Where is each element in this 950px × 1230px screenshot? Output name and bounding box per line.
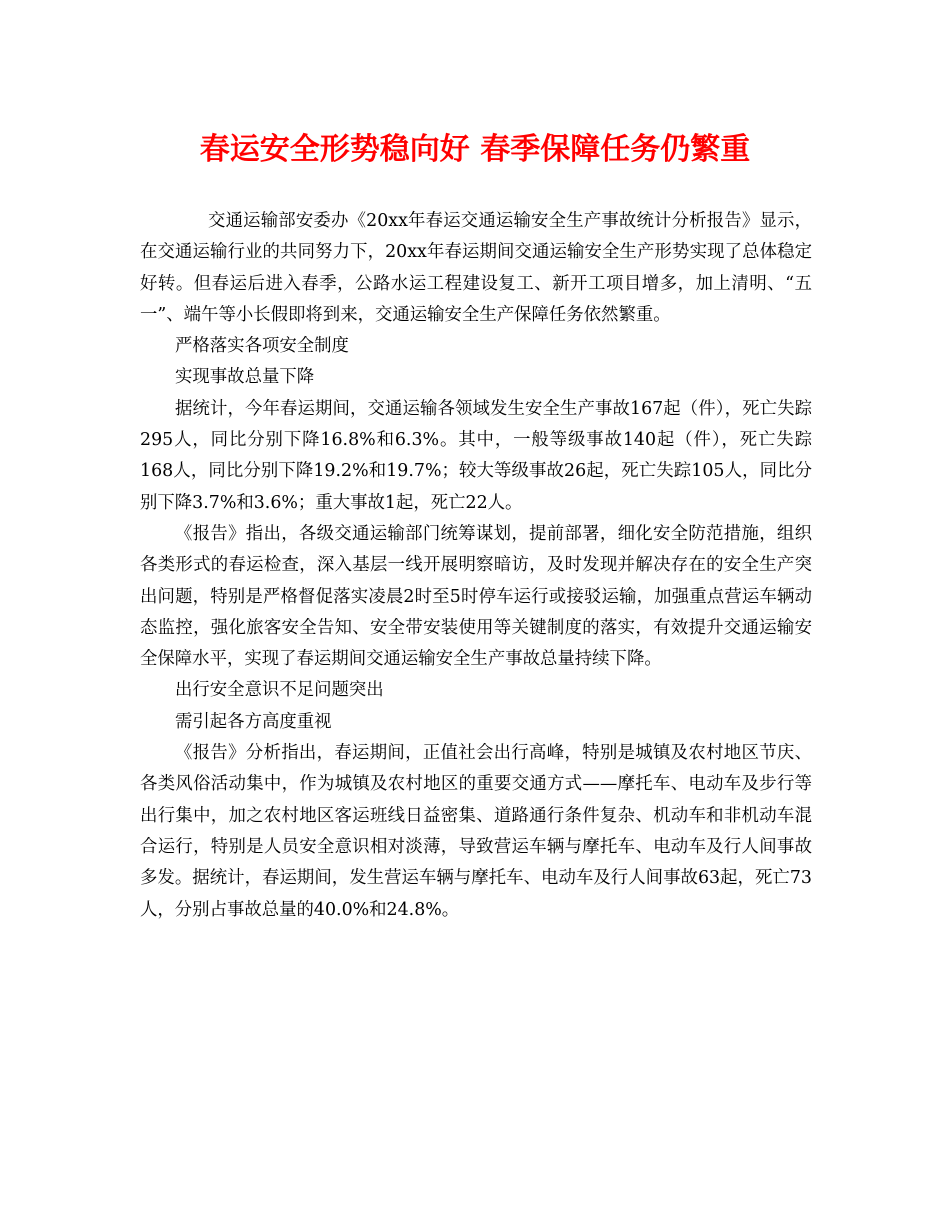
intro-paragraph: 交通运输部安委办《20xx年春运交通运输安全生产事故统计分析报告》显示，在交通运输行业的共同努力下，20xx年春运期间交通运输安全生产形势实现了总体稳定好转。但春运后进入春季，公路水运工程建设复工、新开工项目增多，加上清明、“五一”、端午等小长假即将到来，交通运输安全生产保障任务依然繁重。 bbox=[140, 211, 812, 325]
document-body bbox=[140, 206, 812, 926]
section-heading-line-2: 实现事故总量下降 bbox=[175, 367, 315, 388]
document-title: 春运安全形势稳向好 春季保障任务仍繁重 bbox=[199, 132, 751, 167]
section-heading-line-4: 需引起各方高度重视 bbox=[175, 711, 332, 732]
statistics-paragraph: 据统计，今年春运期间，交通运输各领域发生安全生产事故167起（件），死亡失踪295人，同比分别下降16.8%和6.3%。其中，一般等级事故140起（件），死亡失踪168人，同比分别下降19.2%和19.7%；较大等级事故26起，死亡失踪105人，同比分别下降3.7%和3.6%；重大事故1起，死亡22人。 bbox=[140, 398, 812, 513]
report-measures-paragraph: 《报告》指出，各级交通运输部门统筹谋划，提前部署，细化安全防范措施，组织各类形式的春运检查，深入基层一线开展明察暗访，及时发现并解决存在的安全生产突出问题，特别是严格督促落实凌晨2时至5时停车运行或接驳运输，加强重点营运车辆动态监控，强化旅客安全告知、安全带安装使用等关键制度的落实，有效提升交通运输安全保障水平，实现了春运期间交通运输安全生产事故总量持续下降。 bbox=[140, 523, 812, 670]
section-heading-line-3: 出行安全意识不足问题突出 bbox=[175, 680, 384, 701]
section-heading-line-1: 严格落实各项安全制度 bbox=[175, 336, 349, 357]
report-analysis-paragraph: 《报告》分析指出，春运期间，正值社会出行高峰，特别是城镇及农村地区节庆、各类风俗活动集中，作为城镇及农村地区的重要交通方式——摩托车、电动车及步行等出行集中，加之农村地区客运班线日益密集、道路通行条件复杂、机动车和非机动车混合运行，特别是人员安全意识相对淡薄，导致营运车辆与摩托车、电动车及行人间事故多发。据统计，春运期间，发生营运车辆与摩托车、电动车及行人间事故63起，死亡73人，分别占事故总量的40.0%和24.8%。 bbox=[140, 743, 812, 920]
